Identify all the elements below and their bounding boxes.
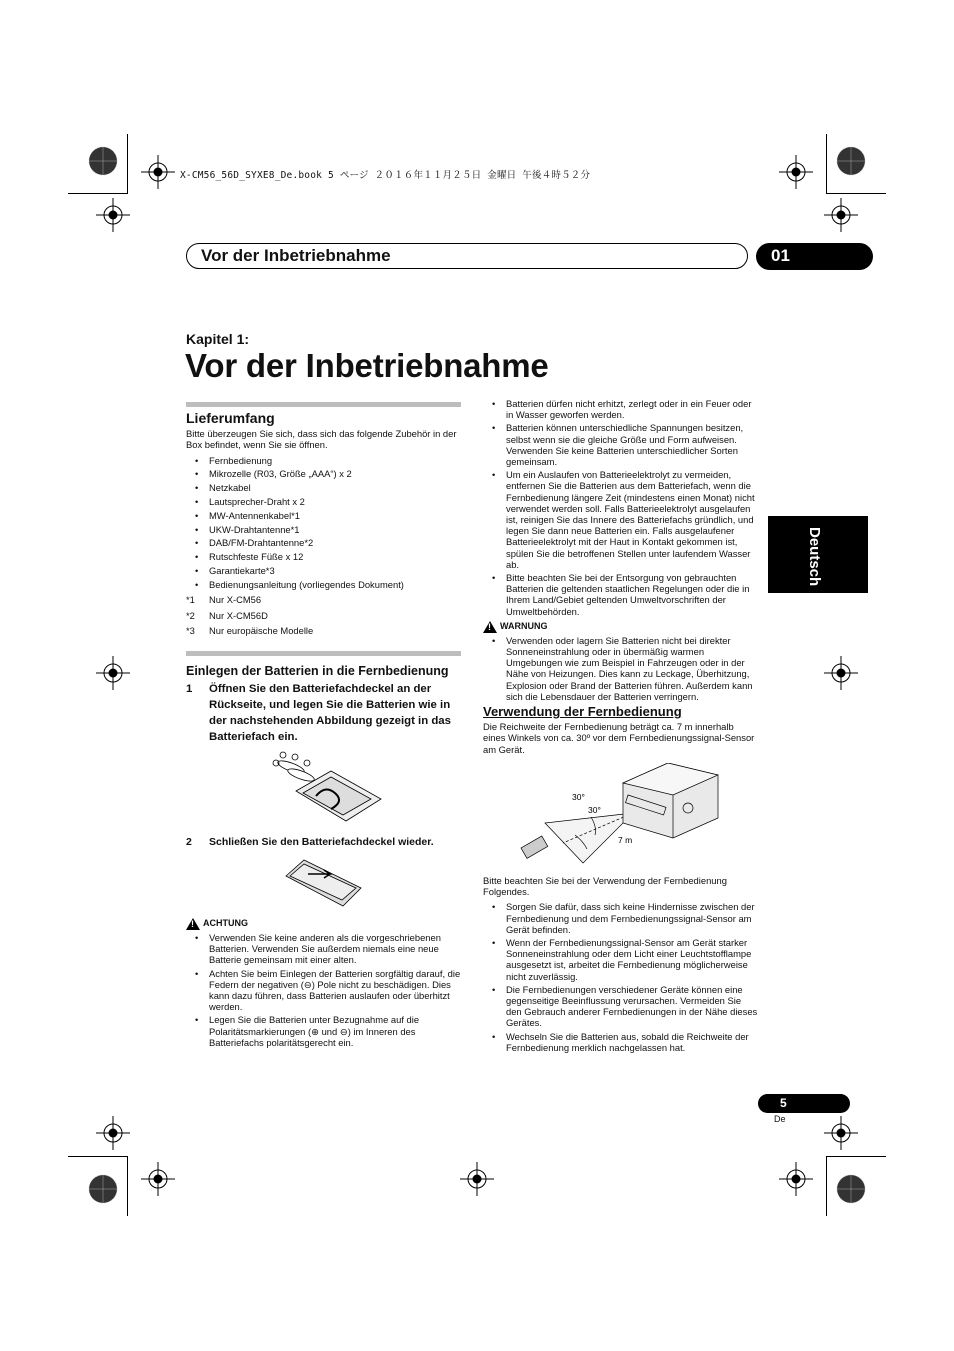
- list-item: • DAB/FM-Drahtantenne*2: [186, 537, 461, 548]
- registration-mark-icon: [824, 198, 858, 232]
- list-item: • Verwenden Sie keine anderen als die vorgeschriebenen Batterien. Verwenden Sie außerdem niemals eine neue Batterie gemeinsam mit einer alten.: [186, 932, 461, 966]
- list-item: • MW-Antennenkabel*1: [186, 510, 461, 521]
- caution-list: [186, 932, 461, 1048]
- language-tab: [768, 516, 868, 593]
- list-item: • Fernbedienung: [186, 455, 461, 466]
- fernbedienung-intro: Die Reichweite der Fernbedienung beträgt ca. 7 m innerhalb eines Winkels von ca. 30º vor dem Fernbedienungssignal-Sensor am Gerät.: [483, 721, 755, 755]
- starburst-mark-icon: [834, 1172, 868, 1206]
- lieferumfang-intro: Bitte überzeugen Sie sich, dass sich das folgende Zubehör in der Box befindet, wenn Sie sie öffnen.: [186, 428, 457, 451]
- step-1: 1 Öffnen Sie den Batteriefachdeckel an der Rückseite, und legen Sie die Batterien wie in der nachstehenden Abbildung gezeigt in das Batteriefach ein.: [186, 682, 451, 743]
- list-item: • Mikrozelle (R03, Größe „AAA“) x 2: [186, 468, 461, 479]
- print-info-line: X-CM56_56D_SYXE8_De.book 5 ページ ２０１６年１１月２５日 金曜日 午後４時５２分: [180, 170, 591, 181]
- chapter-number: 01: [771, 246, 790, 265]
- chapter-kicker: Kapitel 1:: [186, 331, 250, 347]
- crop-line: [826, 193, 886, 194]
- registration-mark-icon: [96, 1116, 130, 1150]
- list-item: • Bitte beachten Sie bei der Entsorgung von gebrauchten Batterien die geltenden staatlichen Regelungen oder die in Ihrem Land/Gebiet geltenden Umweltvorschriften der Umweltbehörden.: [483, 572, 758, 617]
- diagram-angle-label: 30°: [572, 791, 585, 802]
- starburst-mark-icon: [86, 144, 120, 178]
- crop-line: [826, 1156, 827, 1216]
- list-item: • Die Fernbedienungen verschiedener Geräte können eine gegenseitige Beeinflussung verursachen. Vermeiden Sie den Gebrauch anderer Fernbedienungen in der Nähe dieses Gerätes.: [483, 984, 758, 1029]
- language-tab-label: Deutsch: [806, 527, 823, 587]
- right-column: [483, 398, 758, 1057]
- starburst-mark-icon: [86, 1172, 120, 1206]
- registration-mark-icon: [779, 1162, 813, 1196]
- registration-mark-icon: [96, 656, 130, 690]
- registration-mark-icon: [141, 1162, 175, 1196]
- registration-mark-icon: [141, 155, 175, 189]
- chapter-number-badge: [756, 243, 873, 270]
- running-header: [186, 243, 748, 269]
- starburst-mark-icon: [834, 144, 868, 178]
- registration-mark-icon: [824, 1116, 858, 1150]
- footnote: *3 Nur europäische Modelle: [186, 625, 314, 637]
- list-item: • Batterien können unterschiedliche Spannungen besitzen, selbst wenn sie die gleiche Größe und Form aufweisen. Verwenden Sie keine Batterien unterschiedlicher Sorten gemeinsam.: [483, 422, 758, 467]
- list-item: • Sorgen Sie dafür, dass sich keine Hindernisse zwischen der Fernbedienung und dem Fernbedienungssignal-Sensor am Gerät befinden.: [483, 901, 758, 935]
- diagram-distance-label: 7 m: [618, 834, 633, 845]
- warning-triangle-icon: [186, 918, 200, 930]
- remote-range-diagram: [483, 763, 758, 873]
- crop-line: [68, 193, 128, 194]
- footnotes: [186, 594, 461, 637]
- list-item: • Batterien dürfen nicht erhitzt, zerlegt oder in ein Feuer oder in Wasser geworfen werden.: [483, 398, 758, 420]
- warning-heading: ! WARNUNG: [483, 621, 758, 633]
- section-divider: [186, 402, 461, 407]
- accessory-list: [186, 455, 461, 590]
- caution-heading: ! ACHTUNG: [186, 918, 461, 930]
- list-item: • Achten Sie beim Einlegen der Batterien sorgfältig darauf, die Federn der negativen (⊖) Pole nicht zu beschädigen. Dies kann dazu führen, dass Batterien auslaufen oder überhitzt werden.: [186, 968, 461, 1013]
- registration-mark-icon: [779, 155, 813, 189]
- list-item: • Rutschfeste Füße x 12: [186, 551, 461, 562]
- section-heading-lieferumfang: Lieferumfang: [186, 410, 275, 426]
- section-heading-fernbedienung: Verwendung der Fernbedienung: [483, 704, 682, 720]
- battery-insertion-illustration: [186, 751, 461, 831]
- battery-bullets: [483, 398, 758, 617]
- list-item: • UKW-Drahtantenne*1: [186, 524, 461, 535]
- list-item: • Bedienungsanleitung (vorliegendes Dokument): [186, 579, 461, 590]
- left-column: [186, 402, 461, 1052]
- page-title: Vor der Inbetriebnahme: [185, 347, 549, 384]
- list-item: • Wechseln Sie die Batterien aus, sobald die Reichweite der Fernbedienung merklich nachgelassen hat.: [483, 1031, 758, 1053]
- fernbedienung-note-intro: Bitte beachten Sie bei der Verwendung der Fernbedienung Folgendes.: [483, 874, 727, 898]
- registration-mark-icon: [460, 1162, 494, 1196]
- crop-line: [127, 134, 128, 194]
- remote-tips-list: [483, 901, 758, 1053]
- page-language: De: [774, 1114, 786, 1124]
- page-number: 5: [780, 1096, 787, 1110]
- diagram-angle-label: 30°: [588, 804, 601, 815]
- step-2: 2 Schließen Sie den Batteriefachdeckel wieder.: [186, 835, 434, 848]
- list-item: • Lautsprecher-Draht x 2: [186, 496, 461, 507]
- battery-cover-illustration: [186, 854, 461, 914]
- section-heading-batterien: Einlegen der Batterien in die Fernbedienung: [186, 663, 449, 678]
- list-item: • Verwenden oder lagern Sie Batterien nicht bei direkter Sonneneinstrahlung oder in übermäßig warmen Umgebungen wie zum Beispiel in Fahrzeugen oder in der Nähe von Heizungen. Dies kann zu Leckage, Überhitzung, Explosion oder Brand der Batterien führen. Außerdem kann sich die Lebensdauer der Batterien verringern.: [483, 635, 758, 702]
- footnote: *1 Nur X-CM56: [186, 593, 262, 605]
- crop-line: [68, 1156, 128, 1157]
- warning-list: [483, 635, 758, 702]
- crop-line: [826, 1156, 886, 1157]
- list-item: • Garantiekarte*3: [186, 565, 461, 576]
- crop-line: [826, 134, 827, 194]
- page-number-badge: [758, 1094, 850, 1113]
- crop-line: [127, 1156, 128, 1216]
- running-header-title: Vor der Inbetriebnahme: [201, 246, 391, 265]
- registration-mark-icon: [824, 656, 858, 690]
- list-item: • Wenn der Fernbedienungssignal-Sensor am Gerät starker Sonneneinstrahlung oder dem Licht einer Leuchtstofflampe ausgesetzt ist, arbeitet die Fernbedienung möglicherweise nicht zuverlässig.: [483, 937, 758, 982]
- list-item: • Netzkabel: [186, 482, 461, 493]
- section-divider: [186, 651, 461, 656]
- footnote: *2 Nur X-CM56D: [186, 609, 268, 621]
- list-item: • Um ein Auslaufen von Batterieelektrolyt zu vermeiden, entfernen Sie die Batterien aus dem Batteriefach, wenn die Fernbedienung längere Zeit (mindestens einen Monat) nicht verwendet werden soll. Falls Batterieelektrolyt ausgelaufen ist, reinigen Sie das Innere des Batteriefachs gründlich, und legen Sie dann neue Batterien ein. Falls ausgelaufener Batterieelektrolyt mit der Haut in Kontakt gekommen ist, spülen Sie die betroffenen Stellen unter laufendem Wasser ab.: [483, 469, 758, 570]
- warning-triangle-icon: [483, 621, 497, 633]
- registration-mark-icon: [96, 198, 130, 232]
- list-item: • Legen Sie die Batterien unter Bezugnahme auf die Polaritätsmarkierungen (⊕ und ⊖) im Inneren des Batteriefachs polaritätsgerecht ein.: [186, 1014, 461, 1048]
